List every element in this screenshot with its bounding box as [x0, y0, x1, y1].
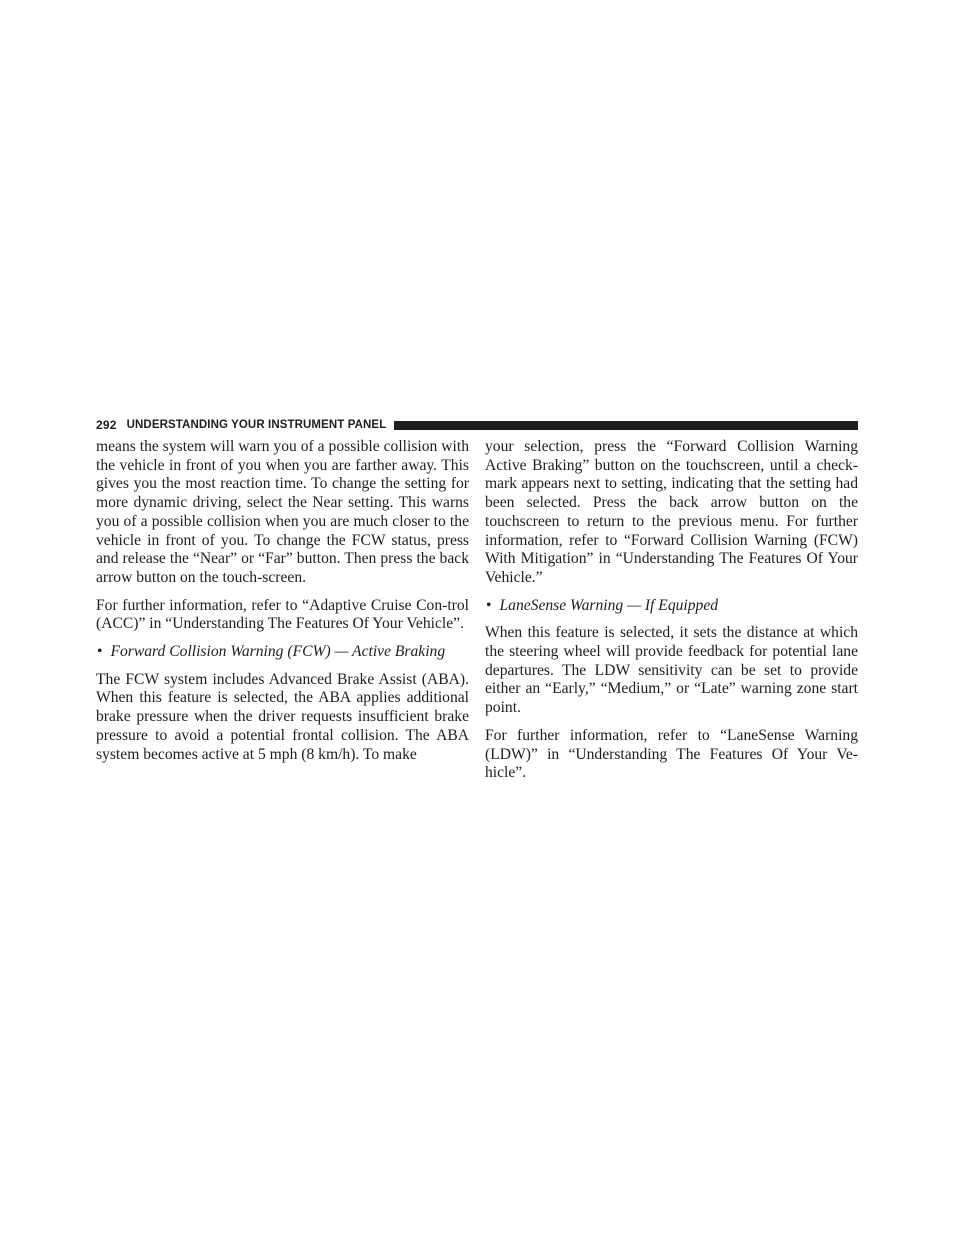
- page-number: 292: [96, 418, 117, 432]
- bullet-icon: •: [97, 643, 103, 661]
- header-rule: [394, 421, 858, 430]
- paragraph-selection: your selection, press the “Forward Collision Warning Active Braking” button on the touchscreen, until a check-mark appears next to setting, indicating that the setting had been selected. Press the back arrow button on the touchscreen to return to the previous menu. For further information, refer to “Forward Collision Warning (FCW) With Mitigation” in “Understanding The Features Of Your Vehicle.”: [485, 438, 858, 586]
- bullet-icon: •: [486, 596, 492, 614]
- bullet-lanesense-warning: [485, 597, 858, 616]
- bullet-heading: LaneSense Warning — If Equipped: [499, 596, 719, 614]
- section-title: UNDERSTANDING YOUR INSTRUMENT PANEL: [126, 419, 387, 431]
- paragraph-lanesense: When this feature is selected, it sets the distance at which the steering wheel will provide feedback for potential lane departures. The LDW sensitivity can be set to provide either an “Early,” “Medium,” or “Late” warning zone start point.: [485, 624, 858, 717]
- right-column: [485, 438, 858, 792]
- left-column: [96, 438, 469, 773]
- paragraph-fcw-setting: means the system will warn you of a possible collision with the vehicle in front of you when you are farther away. This gives you the most reaction time. To change the setting for more dynamic driving, select the Near setting. This warns you of a possible collision when you are much closer to the vehicle in front of you. To change the FCW status, press and release the “Near” or “Far” button. Then press the back arrow button on the touch-screen.: [96, 438, 469, 586]
- paragraph-aba: The FCW system includes Advanced Brake Assist (ABA). When this feature is selected, the ABA applies additional brake pressure when the driver requests insufficient brake pressure to avoid a potential frontal collision. The ABA system becomes active at 5 mph (8 km/h). To make: [96, 670, 469, 763]
- paragraph-ldw-reference: For further information, refer to “LaneSense Warning (LDW)” in “Understanding The Features Of Your Ve-hicle”.: [485, 726, 858, 782]
- bullet-fcw-active-braking: [96, 643, 469, 662]
- paragraph-acc-reference: For further information, refer to “Adaptive Cruise Con-trol (ACC)” in “Understanding The Features Of Your Vehicle”.: [96, 596, 469, 633]
- bullet-heading: Forward Collision Warning (FCW) — Active Braking: [110, 643, 446, 661]
- page-header: [96, 417, 858, 433]
